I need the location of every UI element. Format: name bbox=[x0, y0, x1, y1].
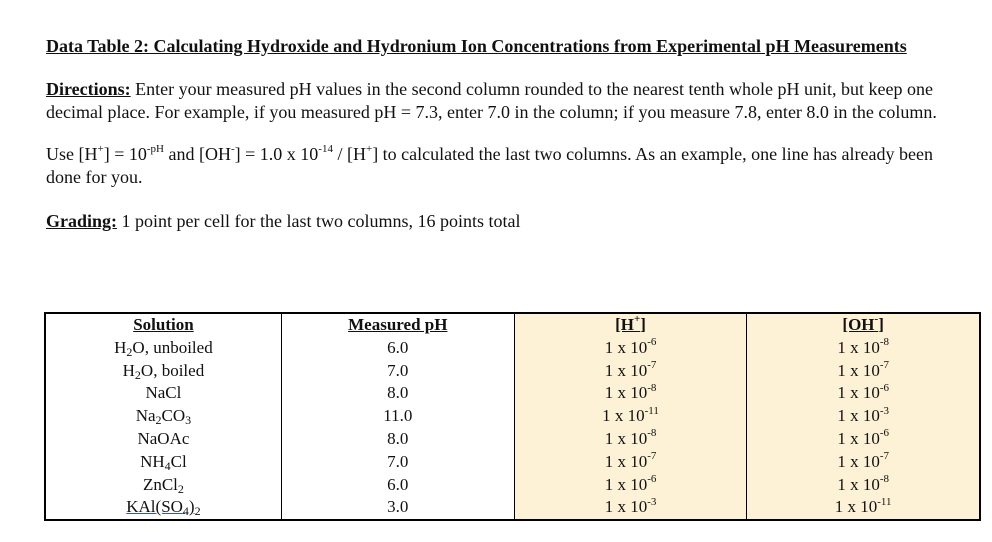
formula-text-3: and [OH bbox=[163, 144, 231, 164]
ph-value: 11.0 bbox=[383, 406, 413, 426]
solution-text: H bbox=[122, 360, 135, 380]
h-value: 1 x 10 bbox=[604, 474, 648, 494]
grading-label: Grading: bbox=[46, 211, 118, 231]
solution-subscript-2: 3 bbox=[185, 413, 192, 428]
oh-value: 1 x 10 bbox=[837, 360, 880, 380]
h-value: 1 x 10 bbox=[602, 406, 645, 426]
cell-oh bbox=[747, 382, 980, 405]
cell-oh bbox=[747, 474, 980, 497]
ph-value: 6.0 bbox=[387, 474, 409, 494]
cell-ph bbox=[281, 360, 514, 383]
header-oh-close: ] bbox=[878, 315, 884, 334]
cell-h bbox=[514, 474, 747, 497]
formula-sup-5: + bbox=[365, 143, 373, 155]
ph-value: 3.0 bbox=[387, 497, 409, 517]
directions-label: Directions: bbox=[46, 79, 131, 99]
header-oh-ion bbox=[747, 313, 980, 337]
worksheet bbox=[46, 34, 966, 233]
formula-text-1: Use [H bbox=[46, 144, 98, 164]
ph-value: 8.0 bbox=[387, 383, 409, 403]
solution-subscript: 4 bbox=[164, 458, 171, 473]
h-exponent: -8 bbox=[647, 381, 657, 394]
header-h-close: ] bbox=[640, 315, 646, 334]
solution-subscript-2: 2 bbox=[194, 504, 201, 519]
h-exponent: -3 bbox=[647, 495, 657, 508]
oh-value: 1 x 10 bbox=[837, 383, 880, 403]
formula-text-6: ] to calculated the last two columns. As an example, one line has already been done for you. bbox=[46, 144, 933, 187]
cell-ph bbox=[281, 451, 514, 474]
cell-oh bbox=[747, 360, 980, 383]
cell-ph bbox=[281, 382, 514, 405]
header-ph-label: Measured pH bbox=[348, 315, 448, 334]
solution-text-2: Cl bbox=[170, 451, 187, 471]
cell-oh bbox=[747, 496, 980, 520]
h-value: 1 x 10 bbox=[604, 451, 648, 471]
cell-ph bbox=[281, 474, 514, 497]
ph-value: 8.0 bbox=[387, 428, 409, 448]
oh-value: 1 x 10 bbox=[837, 474, 880, 494]
header-h-base: [H bbox=[615, 315, 634, 334]
formula-sup-1: + bbox=[97, 143, 104, 155]
solution-subscript: 4 bbox=[182, 504, 189, 519]
solution-link bbox=[126, 497, 201, 519]
oh-exponent: -8 bbox=[879, 336, 889, 349]
h-exponent: -8 bbox=[647, 427, 657, 440]
h-value: 1 x 10 bbox=[604, 497, 648, 517]
ph-value: 7.0 bbox=[387, 360, 409, 380]
header-solution-label: Solution bbox=[133, 315, 194, 334]
cell-ph bbox=[281, 337, 514, 360]
page-title: Data Table 2: Calculating Hydroxide and Hydronium Ion Concentrations from Experimental pH Measurements bbox=[46, 36, 907, 56]
solution-text: NH bbox=[140, 451, 165, 471]
formula-sup-4: -14 bbox=[318, 143, 333, 155]
h-exponent: -7 bbox=[647, 358, 657, 371]
cell-h bbox=[514, 337, 747, 360]
oh-value: 1 x 10 bbox=[837, 428, 880, 448]
oh-exponent: -7 bbox=[879, 358, 889, 371]
oh-value: 1 x 10 bbox=[837, 337, 880, 357]
formula-sup-3: - bbox=[230, 143, 235, 155]
solution-text-2: O, boiled bbox=[140, 360, 205, 380]
oh-value: 1 x 10 bbox=[837, 406, 880, 426]
cell-solution bbox=[45, 405, 281, 428]
table-header-row bbox=[45, 313, 980, 337]
formula-text-4: ] = 1.0 x 10 bbox=[234, 144, 319, 164]
oh-exponent: -6 bbox=[879, 381, 889, 394]
oh-value: 1 x 10 bbox=[837, 451, 880, 471]
header-h-ion bbox=[514, 313, 747, 337]
table-row bbox=[45, 428, 980, 451]
cell-solution bbox=[45, 428, 281, 451]
cell-h bbox=[514, 405, 747, 428]
table-row bbox=[45, 451, 980, 474]
solution-text: ZnCl bbox=[142, 474, 178, 494]
ph-value: 6.0 bbox=[387, 337, 409, 357]
cell-h bbox=[514, 451, 747, 474]
oh-exponent: -3 bbox=[879, 404, 889, 417]
directions-paragraph bbox=[46, 78, 966, 124]
formula-text-2: ] = 10 bbox=[103, 144, 147, 164]
solution-text: Na bbox=[135, 406, 156, 426]
h-value: 1 x 10 bbox=[604, 383, 648, 403]
cell-solution bbox=[45, 337, 281, 360]
cell-solution bbox=[45, 474, 281, 497]
oh-exponent: -7 bbox=[879, 450, 889, 463]
solution-text: NaOAc bbox=[137, 428, 190, 448]
table-row bbox=[45, 382, 980, 405]
oh-exponent: -11 bbox=[877, 495, 892, 508]
h-exponent: -6 bbox=[647, 336, 657, 349]
table-row bbox=[45, 337, 980, 360]
grading-paragraph bbox=[46, 210, 966, 233]
solution-text-2: O, unboiled bbox=[132, 337, 213, 357]
cell-ph bbox=[281, 428, 514, 451]
table-row bbox=[45, 360, 980, 383]
solution-subscript: 2 bbox=[155, 413, 162, 428]
header-measured-ph bbox=[281, 313, 514, 337]
cell-oh bbox=[747, 405, 980, 428]
cell-h bbox=[514, 382, 747, 405]
solution-text-2: CO bbox=[161, 406, 186, 426]
h-exponent: -6 bbox=[647, 472, 657, 485]
grading-text: 1 point per cell for the last two columns, 16 points total bbox=[117, 211, 521, 231]
solution-subscript: 2 bbox=[177, 481, 184, 496]
table-row bbox=[45, 405, 980, 428]
solution-text: H bbox=[114, 337, 127, 357]
formula-sup-2: -pH bbox=[146, 143, 164, 155]
cell-h bbox=[514, 496, 747, 520]
header-h-sup: + bbox=[633, 313, 641, 326]
h-value: 1 x 10 bbox=[604, 360, 648, 380]
solution-text-2: ) bbox=[188, 497, 195, 517]
solution-subscript: 2 bbox=[126, 344, 133, 359]
data-table bbox=[44, 312, 981, 521]
cell-oh bbox=[747, 428, 980, 451]
header-oh-base: [OH bbox=[842, 315, 875, 334]
h-value: 1 x 10 bbox=[604, 428, 648, 448]
directions-text: Enter your measured pH values in the second column rounded to the nearest tenth whole pH unit, but keep one decimal place. For example, if you measured pH = 7.3, enter 7.0 in the column; if you measure 7.8, enter 8.0 in the column. bbox=[46, 79, 937, 122]
table-row bbox=[45, 474, 980, 497]
cell-oh bbox=[747, 337, 980, 360]
solution-subscript: 2 bbox=[134, 367, 141, 382]
cell-ph bbox=[281, 496, 514, 520]
h-exponent: -7 bbox=[647, 450, 657, 463]
oh-value: 1 x 10 bbox=[834, 497, 878, 517]
header-oh-label bbox=[842, 315, 883, 334]
ph-value: 7.0 bbox=[387, 451, 409, 471]
cell-oh bbox=[747, 451, 980, 474]
oh-exponent: -8 bbox=[879, 472, 889, 485]
table-row bbox=[45, 496, 980, 520]
cell-h bbox=[514, 360, 747, 383]
cell-solution bbox=[45, 451, 281, 474]
cell-ph bbox=[281, 405, 514, 428]
solution-text: KAl(SO bbox=[126, 497, 183, 517]
cell-solution bbox=[45, 496, 281, 520]
formula-paragraph bbox=[46, 143, 966, 189]
header-h-label bbox=[615, 315, 646, 334]
cell-solution bbox=[45, 382, 281, 405]
solution-text: NaCl bbox=[145, 383, 182, 403]
cell-h bbox=[514, 428, 747, 451]
cell-solution bbox=[45, 360, 281, 383]
header-oh-sup: - bbox=[874, 313, 879, 326]
header-solution bbox=[45, 313, 281, 337]
oh-exponent: -6 bbox=[879, 427, 889, 440]
h-exponent: -11 bbox=[644, 404, 659, 417]
formula-text-5: / [H bbox=[332, 144, 366, 164]
h-value: 1 x 10 bbox=[604, 337, 648, 357]
